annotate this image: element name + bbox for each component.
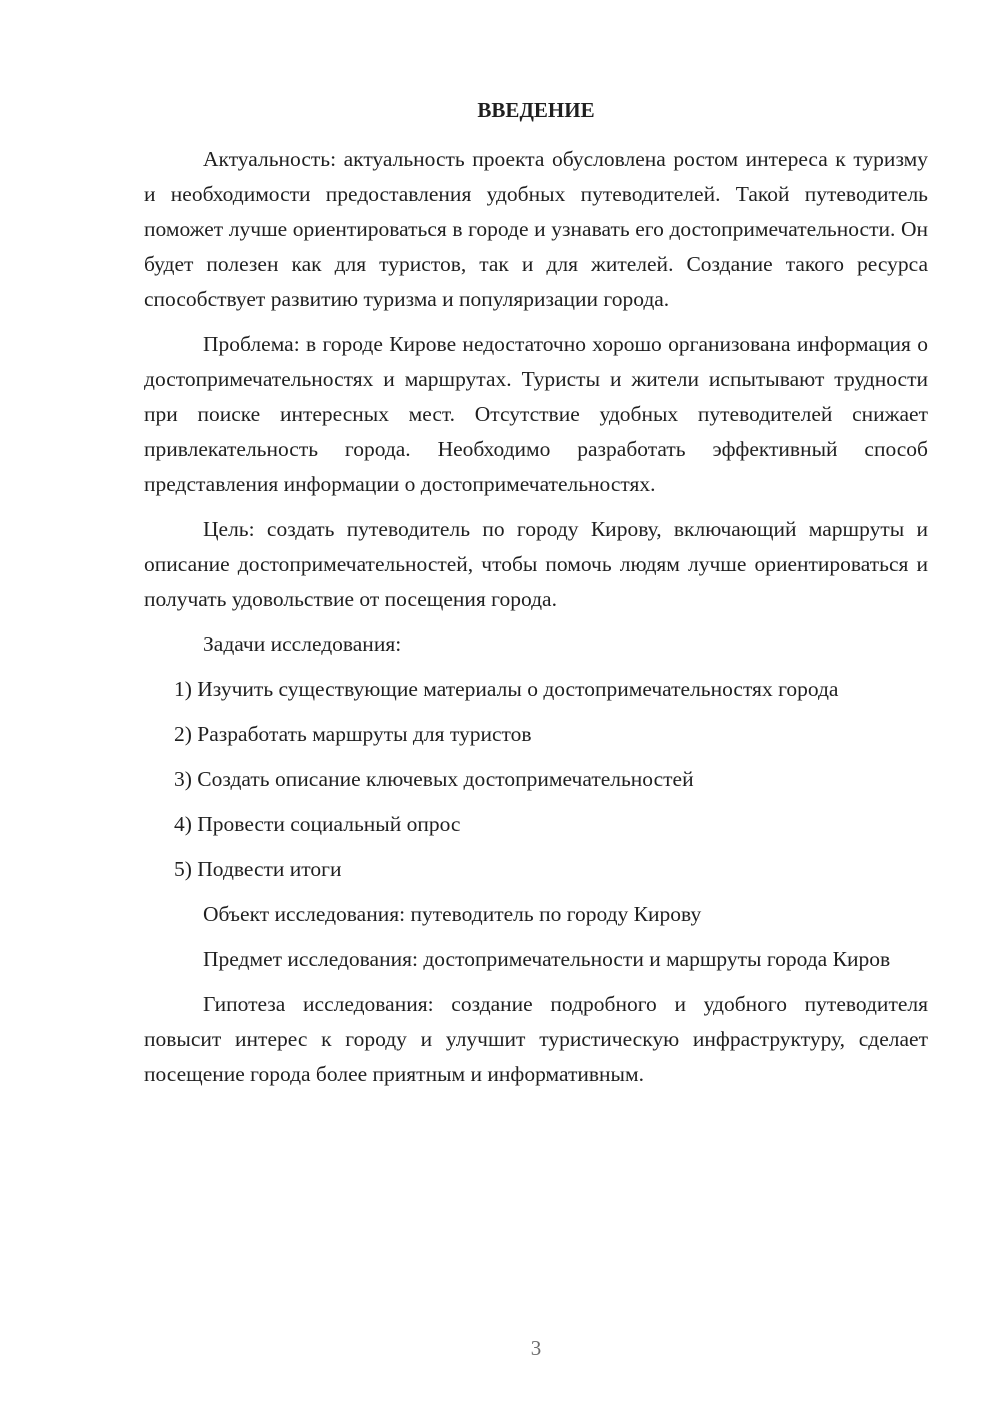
page-number: 3 (530, 1336, 542, 1360)
tasks-heading: Задачи исследования: (203, 632, 402, 656)
goal-paragraph: Цель: создать путеводитель по городу Кирову, включающий маршруты и описание достопримечательностей, чтобы помочь людям лучше ориентироваться и получать удовольствие от посещения города. (144, 517, 928, 611)
hypothesis-paragraph: Гипотеза исследования: создание подробного и удобного путеводителя повысит интерес к городу и улучшит туристическую инфраструктуру, сделает посещение города более приятным и информативным. (144, 992, 928, 1086)
page-content (144, 92, 928, 1102)
subject-paragraph: Предмет исследования: достопримечательности и маршруты города Киров (203, 947, 891, 971)
task-item-3: 3) Создать описание ключевых достопримечательностей (174, 767, 694, 791)
task-item-4: 4) Провести социальный опрос (174, 812, 461, 836)
problem-paragraph: Проблема: в городе Кирове недостаточно хорошо организована информация о достопримечательностях и маршрутах. Туристы и жители испытывают трудности при поиске интересных мест. Отсутствие удобных путеводителей снижает привлекательность города. Необходимо разработать эффективный способ представления информации о достопримечательностях. (144, 332, 928, 496)
object-paragraph: Объект исследования: путеводитель по городу Кирову (203, 902, 702, 926)
relevance-paragraph: Актуальность: актуальность проекта обусловлена ростом интереса к туризму и необходимости предоставления удобных путеводителей. Такой путеводитель поможет лучше ориентироваться в городе и узнавать его достопримечательности. Он будет полезен как для туристов, так и для жителей. Создание такого ресурса способствует развитию туризма и популяризации города. (144, 147, 928, 311)
task-item-5: 5) Подвести итоги (174, 857, 342, 881)
task-item-1: 1) Изучить существующие материалы о достопримечательностях города (174, 677, 839, 701)
page-title: ВВЕДЕНИЕ (477, 98, 595, 122)
task-item-2: 2) Разработать маршруты для туристов (174, 722, 532, 746)
